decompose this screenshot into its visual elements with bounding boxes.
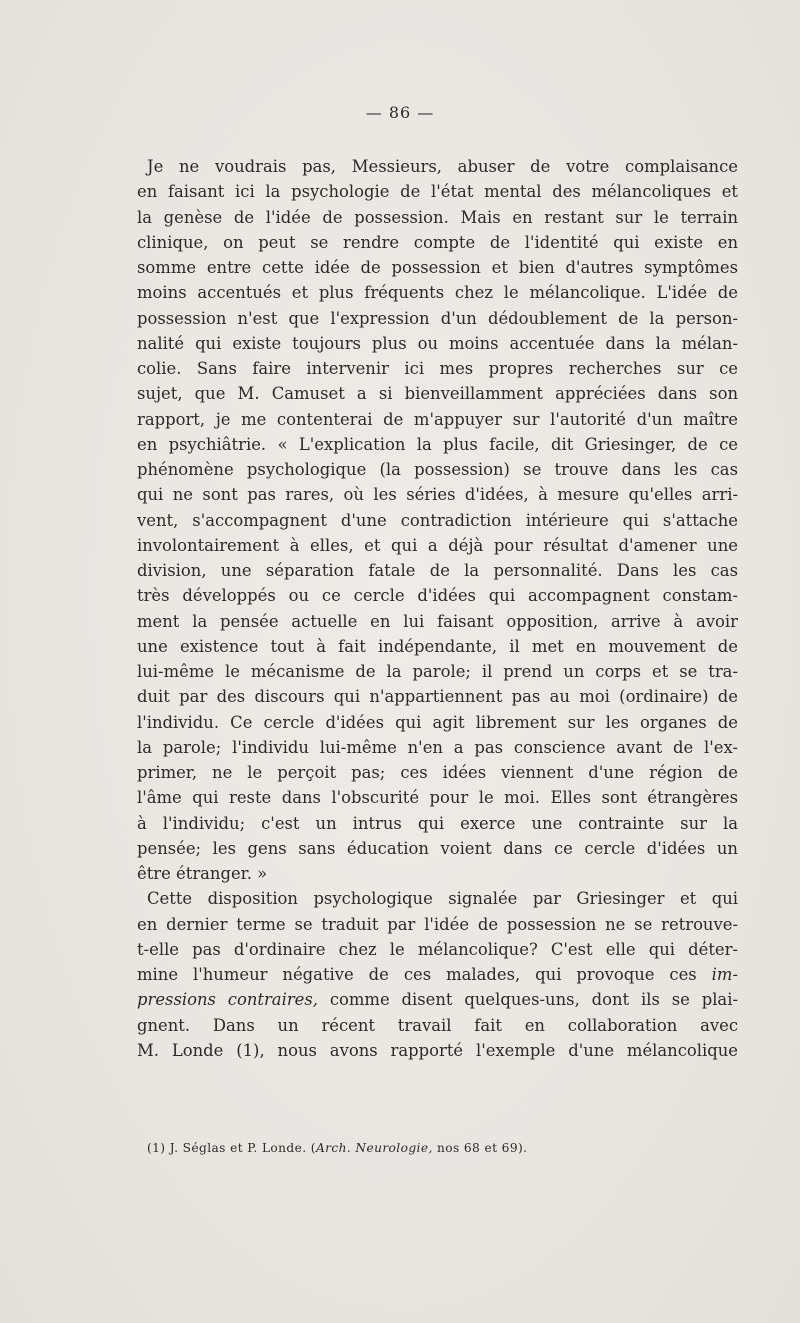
- text-line: vent, s'accompagnent d'une contradiction intérieure qui s'attache: [137, 510, 738, 530]
- text-line: phénomène psychologique (la possession) se trouve dans les cas: [137, 460, 738, 479]
- text-line: ment la pensée actuelle en lui faisant opposition, arrive à avoir: [137, 611, 738, 631]
- text-line: somme entre cette idée de possession et bien d'autres symptômes: [137, 258, 738, 277]
- text-line: sujet, que M. Camuset a si bienveillamment appréciées dans son: [137, 384, 738, 404]
- footnote-suffix: nos 68 et 69).: [432, 1141, 528, 1155]
- text-line: Je ne voudrais pas, Messieurs, abuser de votre complaisance: [147, 157, 738, 176]
- footnote: [147, 1141, 527, 1155]
- text-line: moins accentués et plus fréquents chez le mélancolique. L'idée de: [137, 283, 738, 303]
- italic-segment: im-: [711, 965, 738, 984]
- text-line: une existence tout à fait indépendante, il met en mouvement de: [137, 636, 738, 656]
- text-line: nalité qui existe toujours plus ou moins accentuée dans la mélan-: [137, 333, 738, 353]
- text-line: la parole; l'individu lui-même n'en a pas conscience avant de l'ex-: [137, 737, 738, 757]
- page-number: — 86 —: [365, 103, 435, 122]
- text-line-with-italic: [137, 987, 738, 1012]
- body-text: [137, 154, 738, 1063]
- text-segment: mine l'humeur négative de ces malades, qui provoque ces: [137, 965, 697, 984]
- text-line: être étranger. »: [137, 864, 268, 883]
- footnote-journal: Arch. Neurologie,: [315, 1141, 433, 1155]
- text-line: pensée; les gens sans éducation voient dans ce cercle d'idées un: [137, 838, 738, 858]
- text-line: en dernier terme se traduit par l'idée de possession ne se retrouve-: [137, 914, 738, 934]
- text-segment: comme disent quelques-uns, dont ils se plai-: [329, 990, 738, 1010]
- text-line: qui ne sont pas rares, où les séries d'idées, à mesure qu'elles arri-: [137, 485, 738, 505]
- text-line: clinique, on peut se rendre compte de l'identité qui existe en: [137, 232, 738, 252]
- italic-segment: pressions contraires,: [137, 990, 318, 1010]
- text-line: la genèse de l'idée de possession. Mais en restant sur le terrain: [137, 207, 738, 227]
- text-line: très développés ou ce cercle d'idées qui accompagnent constam-: [137, 586, 738, 606]
- text-line: division, une séparation fatale de la personnalité. Dans les cas: [137, 561, 738, 580]
- text-line-with-italic: [137, 962, 738, 987]
- text-line: involontairement à elles, et qui a déjà pour résultat d'amener une: [137, 535, 738, 555]
- text-line: en faisant ici la psychologie de l'état mental des mélancoliques et: [137, 182, 738, 202]
- text-line: colie. Sans faire intervenir ici mes propres recherches sur ce: [137, 359, 738, 378]
- text-line: lui-même le mécanisme de la parole; il prend un corps et se tra-: [137, 662, 738, 681]
- text-line: rapport, je me contenterai de m'appuyer sur l'autorité d'un maître: [137, 409, 738, 429]
- text-line: l'âme qui reste dans l'obscurité pour le moi. Elles sont étrangères: [137, 788, 738, 808]
- text-line: en psychiâtrie. « L'explication la plus facile, dit Griesinger, de ce: [137, 434, 738, 454]
- text-line: possession n'est que l'expression d'un dédoublement de la person-: [137, 308, 738, 328]
- text-line: primer, ne le perçoit pas; ces idées viennent d'une région de: [137, 763, 738, 782]
- text-line: à l'individu; c'est un intrus qui exerce une contrainte sur la: [137, 813, 738, 833]
- text-line: l'individu. Ce cercle d'idées qui agit librement sur les organes de: [137, 712, 738, 732]
- text-line: gnent. Dans un récent travail fait en collaboration avec: [137, 1015, 738, 1035]
- text-line: M. Londe (1), nous avons rapporté l'exemple d'une mélancolique: [137, 1040, 738, 1060]
- text-line: duit par des discours qui n'appartiennent pas au moi (ordinaire) de: [137, 687, 738, 707]
- footnote-prefix: (1) J. Séglas et P. Londe. (: [147, 1141, 316, 1155]
- text-line: t-elle pas d'ordinaire chez le mélancolique? C'est elle qui déter-: [137, 939, 738, 959]
- text-line: Cette disposition psychologique signalée par Griesinger et qui: [147, 889, 738, 909]
